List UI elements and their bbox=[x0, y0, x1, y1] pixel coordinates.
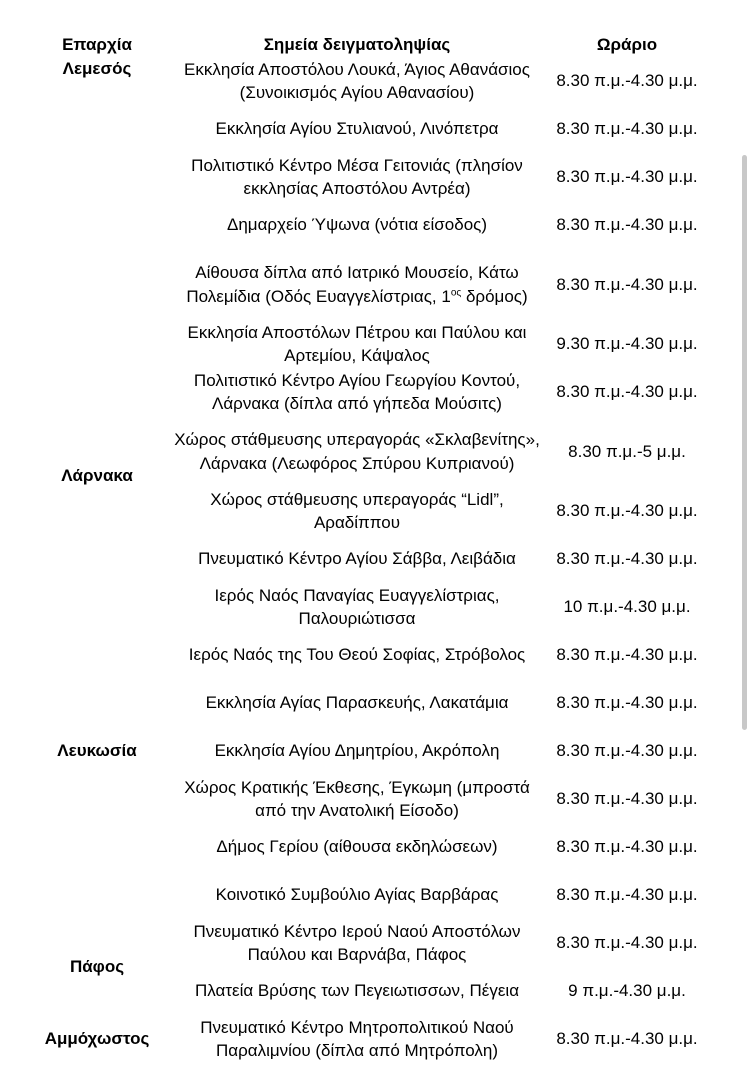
table-row bbox=[27, 583, 707, 631]
hours-cell: 8.30 π.μ.-5 μ.μ. bbox=[568, 441, 686, 461]
site-cell bbox=[167, 153, 547, 201]
site-cell bbox=[167, 727, 547, 775]
site-text: Ιερός Ναός της Του Θεού Σοφίας, Στρόβολος bbox=[188, 645, 526, 665]
site-cell bbox=[167, 967, 547, 1015]
site-cell bbox=[167, 57, 547, 105]
hours-cell: 8.30 π.μ.-4.30 μ.μ. bbox=[556, 1029, 698, 1049]
hours-cell: 8.30 π.μ.-4.30 μ.μ. bbox=[556, 741, 698, 761]
scrollbar[interactable] bbox=[742, 155, 747, 730]
site-text: Πολιτιστικό Κέντρο Αγίου Γεωργίου Κοντού, Λάρνακα (δίπλα από γήπεδα Μούσιτς) bbox=[193, 370, 521, 413]
site-cell bbox=[167, 105, 547, 153]
hours-cell: 8.30 π.μ.-4.30 μ.μ. bbox=[556, 693, 698, 713]
hours-cell: 8.30 π.μ.-4.30 μ.μ. bbox=[556, 119, 698, 139]
site-cell bbox=[167, 535, 547, 583]
table-row bbox=[27, 919, 707, 967]
table-row bbox=[27, 368, 707, 416]
site-text: Ιερός Ναός Παναγίας Ευαγγελίστριας, Παλουριώτισσα bbox=[214, 585, 500, 628]
site-cell bbox=[167, 583, 547, 631]
site-cell bbox=[167, 631, 547, 679]
hours-cell: 8.30 π.μ.-4.30 μ.μ. bbox=[556, 645, 698, 665]
hours-cell: 8.30 π.μ.-4.30 μ.μ. bbox=[556, 382, 698, 402]
site-cell bbox=[167, 775, 547, 823]
district-cell: Λευκωσία bbox=[57, 741, 137, 761]
hours-cell: 8.30 π.μ.-4.30 μ.μ. bbox=[556, 274, 698, 294]
site-text: Πολιτιστικό Κέντρο Μέσα Γειτονιάς (πλησίον εκκλησίας Αποστόλου Αντρέα) bbox=[191, 155, 523, 198]
site-cell bbox=[167, 823, 547, 871]
site-text-end: δρόμος) bbox=[461, 286, 528, 306]
hours-cell: 10 π.μ.-4.30 μ.μ. bbox=[563, 597, 691, 617]
hours-cell: 8.30 π.μ.-4.30 μ.μ. bbox=[556, 215, 698, 235]
hours-cell: 8.30 π.μ.-4.30 μ.μ. bbox=[556, 501, 698, 521]
site-text: Δήμος Γερίου (αίθουσα εκδηλώσεων) bbox=[216, 837, 498, 857]
site-cell bbox=[167, 871, 547, 919]
district-cell: Αμμόχωστος bbox=[44, 1029, 150, 1049]
table-row bbox=[27, 1015, 707, 1063]
site-text: Εκκλησία Αγίου Στυλιανού, Λινόπετρα bbox=[215, 119, 499, 139]
hours-cell: 8.30 π.μ.-4.30 μ.μ. bbox=[556, 885, 698, 905]
site-text: Εκκλησία Αγίου Δημητρίου, Ακρόπολη bbox=[214, 741, 500, 761]
district-cell: Πάφος bbox=[69, 957, 125, 977]
hours-cell: 8.30 π.μ.-4.30 μ.μ. bbox=[556, 167, 698, 187]
site-cell bbox=[167, 201, 547, 249]
hours-cell: 8.30 π.μ.-4.30 μ.μ. bbox=[556, 71, 698, 91]
site-cell bbox=[167, 416, 547, 487]
ordinal-superscript: ος bbox=[450, 286, 462, 298]
site-text: Χώρος στάθμευσης υπεραγοράς “Lidl”, Αραδίππου bbox=[210, 489, 504, 532]
hours-cell: 8.30 π.μ.-4.30 μ.μ. bbox=[556, 789, 698, 809]
hours-cell: 8.30 π.μ.-4.30 μ.μ. bbox=[556, 837, 698, 857]
site-text: Εκκλησία Αποστόλων Πέτρου και Παύλου και Αρτεμίου, Κάψαλος bbox=[187, 322, 527, 365]
table-row bbox=[27, 57, 707, 105]
header-row bbox=[27, 33, 707, 57]
site-text: Πνευματικό Κέντρο Μητροπολιτικού Ναού Παραλιμνίου (δίπλα από Μητρόπολη) bbox=[200, 1017, 514, 1060]
site-text: Κοινοτικό Συμβούλιο Αγίας Βαρβάρας bbox=[215, 885, 499, 905]
site-cell bbox=[167, 919, 547, 967]
site-text: Πνευματικό Κέντρο Ιερού Ναού Αποστόλων Παύλου και Βαρνάβα, Πάφος bbox=[193, 921, 521, 964]
header-site: Σημεία δειγματοληψίας bbox=[263, 35, 451, 54]
hours-cell: 8.30 π.μ.-4.30 μ.μ. bbox=[556, 549, 698, 569]
site-text: Χώρος Κρατικής Έκθεσης, Έγκωμη (μπροστά από την Ανατολική Είσοδο) bbox=[184, 777, 530, 820]
site-cell bbox=[167, 679, 547, 727]
hours-cell: 9 π.μ.-4.30 μ.μ. bbox=[568, 981, 686, 1001]
site-text: Δημαρχείο Ύψωνα (νότια είσοδος) bbox=[226, 215, 488, 235]
hours-cell: 9.30 π.μ.-4.30 μ.μ. bbox=[556, 334, 698, 354]
header-district: Επαρχία bbox=[62, 35, 132, 54]
site-cell bbox=[167, 1015, 547, 1063]
site-text: Χώρος στάθμευσης υπεραγοράς «Σκλαβενίτης», Λάρνακα (Λεωφόρος Σπύρου Κυπριανού) bbox=[174, 430, 540, 473]
site-cell bbox=[167, 249, 547, 320]
hours-cell: 8.30 π.μ.-4.30 μ.μ. bbox=[556, 933, 698, 953]
sampling-points-table bbox=[27, 33, 707, 1063]
site-text: Αίθουσα δίπλα από Ιατρικό Μουσείο, Κάτω Πολεμίδια (Οδός Ευαγγελίστριας, 1 bbox=[186, 263, 519, 306]
site-cell bbox=[167, 487, 547, 535]
site-cell bbox=[167, 368, 547, 416]
district-cell: Λάρνακα bbox=[61, 465, 133, 485]
district-cell: Λεμεσός bbox=[62, 59, 132, 78]
site-text: Εκκλησία Αποστόλου Λουκά, Άγιος Αθανάσιος (Συνοικισμός Αγίου Αθανασίου) bbox=[184, 59, 530, 102]
site-text: Εκκλησία Αγίας Παρασκευής, Λακατάμια bbox=[205, 693, 509, 713]
site-text: Πνευματικό Κέντρο Αγίου Σάββα, Λειβάδια bbox=[198, 549, 516, 569]
site-cell bbox=[167, 320, 547, 368]
site-text: Πλατεία Βρύσης των Πεγειωτισσων, Πέγεια bbox=[194, 981, 520, 1001]
header-hours: Ωράριο bbox=[596, 35, 658, 54]
